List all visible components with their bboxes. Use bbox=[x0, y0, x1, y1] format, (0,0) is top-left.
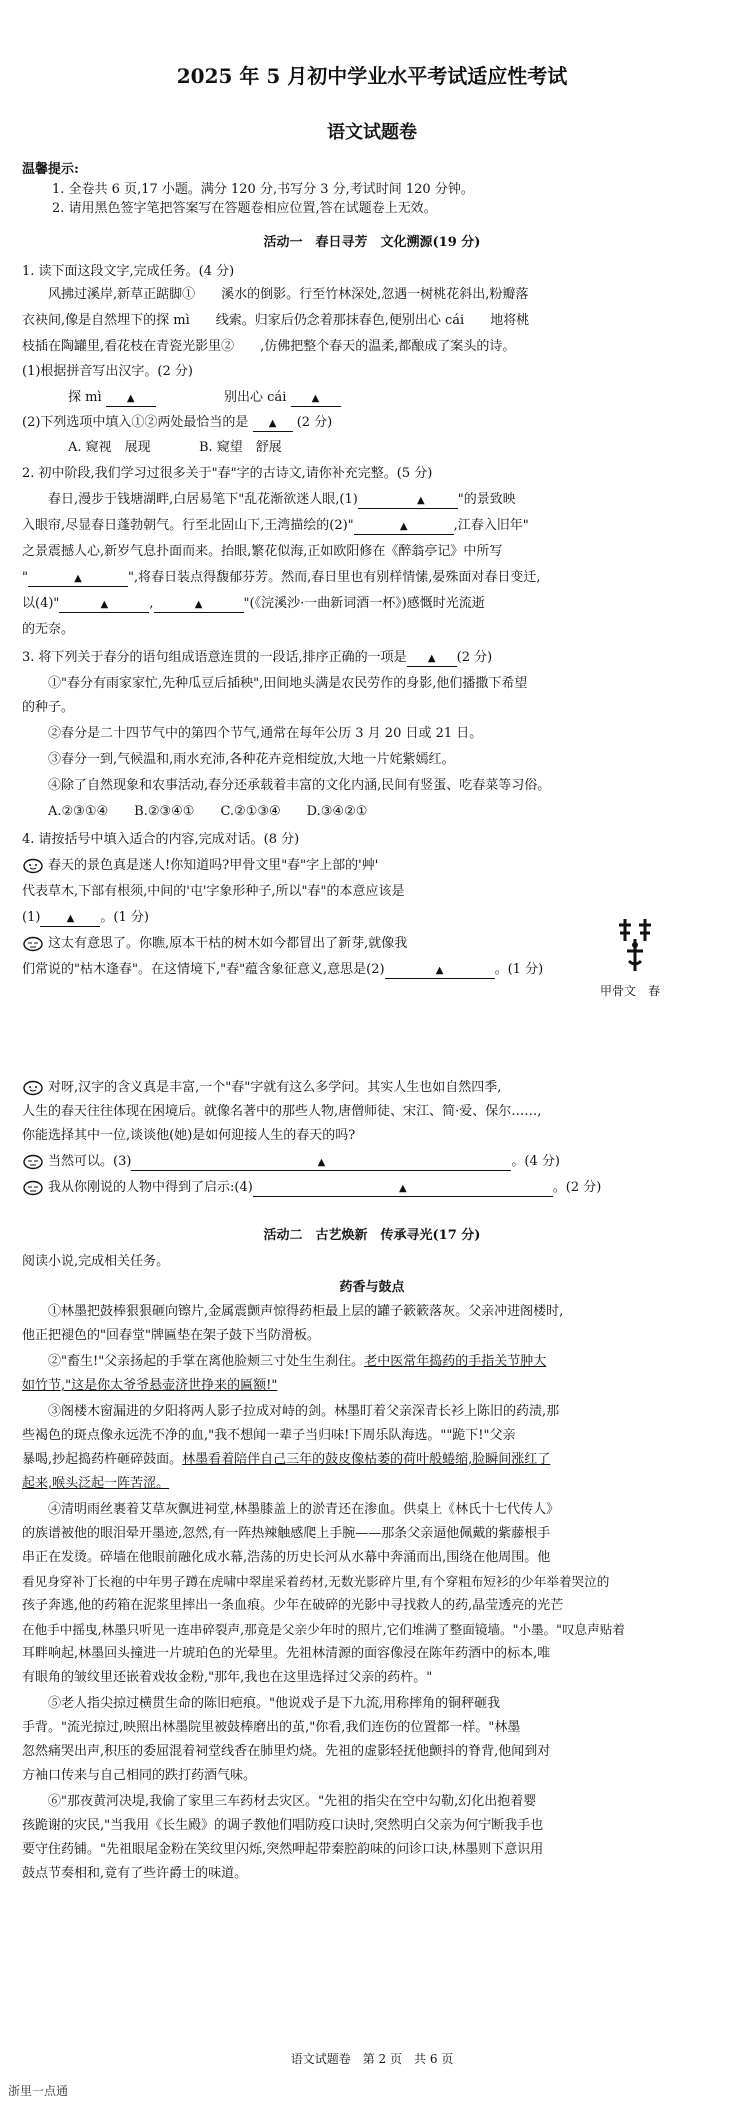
dialog-line-3b: 人生的春天往往体现在困境后。就像名著中的那些人物,唐僧师徒、宋江、简·爱、保尔……, bbox=[22, 1104, 542, 1119]
q1-options bbox=[68, 438, 568, 457]
q1-para-line2: 衣袂间,像是自然埋下的探 mì 线索。归家后仍念着那抹春色,便别出心 cái 地将桃 bbox=[22, 313, 530, 328]
story-p3-d: 起来,喉头泛起一阵苦涩。 bbox=[22, 1476, 170, 1491]
q3-options[interactable]: A.②③①④ B.②③④① C.②①③④ D.③④②① bbox=[48, 804, 368, 819]
notice-1: 1. 全卷共 6 页,17 小题。满分 120 分,书写分 3 分,考试时间 120 分钟。 bbox=[52, 182, 474, 197]
story-p5: ⑤老人指尖掠过横贯生命的陈旧疤痕。"他说戏子是下九流,用称摔角的铜秤砸我 bbox=[48, 1696, 501, 1711]
story-p4: ④清明雨丝裹着艾草灰飘进祠堂,林墨膝盖上的淤青还在渗血。供桌上《林氏十七代传人》 bbox=[48, 1502, 560, 1517]
q3-sentence-1: ①"春分有雨家家忙,先种瓜豆后插秧",田间地头满是农民劳作的身影,他们播撒下希望 bbox=[48, 676, 528, 691]
dialog-line-4: 当然可以。(3) ▲ 。(4 分) bbox=[22, 1152, 722, 1171]
q1-para-line1: 风拂过溪岸,新草正踮脚① 溪水的倒影。行至竹林深处,忽遇一树桃花斜出,粉瓣落 bbox=[48, 287, 529, 302]
dialog-line-2b: 们常说的"枯木逢春"。在这情境下,"春"蕴含象征意义,意思是(2) ▲ 。(1 分) bbox=[22, 962, 544, 977]
q1-stem: 1. 读下面这段文字,完成任务。(4 分) bbox=[22, 264, 235, 279]
q3-sentence-1-cont: 的种子。 bbox=[22, 700, 75, 715]
story-p4-h: 有眼角的皱纹里还嵌着戏妆金粉,"那年,我也在这里选择过父亲的药杵。" bbox=[22, 1670, 433, 1685]
story-p2-cont: 如竹节,"这是你太爷爷悬壶济世挣来的匾额!" bbox=[22, 1378, 278, 1393]
notice-label: 温馨提示: bbox=[22, 162, 79, 177]
answer-blank[interactable]: ▲ bbox=[354, 520, 454, 535]
underlined-sentence: 老中医常年捣药的手指关节肿大 bbox=[364, 1354, 547, 1369]
q1-sub1-blanks: 探 mì ▲ 别出心 cái ▲ bbox=[68, 388, 468, 407]
page-footer: 语文试题卷 第 2 页 共 6 页 bbox=[290, 2052, 454, 2066]
answer-blank[interactable]: ▲ bbox=[358, 494, 458, 509]
story-title: 药香与鼓点 bbox=[339, 1280, 405, 1295]
story-p6-b: 孩跪谢的灾民,"当我用《长生殿》的调子教他们唱防疫口诀时,突然明白父亲为何宁断我手也 bbox=[22, 1818, 544, 1833]
answer-blank[interactable]: ▲ bbox=[131, 1156, 511, 1171]
q2-stem: 2. 初中阶段,我们学习过很多关于"春"字的古诗文,请你补充完整。(5 分) bbox=[22, 466, 433, 481]
q2-line2: 入眼帘,尽显春日蓬勃朝气。行至北固山下,王湾描绘的(2)" ▲ ,江春入旧年" bbox=[22, 518, 529, 533]
story-p4-f: 在他手中摇曳,林墨只听见一连串碎裂声,那竟是父亲少年时的照片,它们堆满了整面镜墙。"小墨。"叹息声贴着 bbox=[22, 1622, 625, 1637]
story-p4-g: 耳畔响起,林墨回头撞进一片琥珀色的光晕里。先祖林清源的面容像浸在陈年药酒中的标本,唯 bbox=[22, 1646, 551, 1661]
story-p5-d: 方袖口传来与自己相同的跌打药酒气味。 bbox=[22, 1768, 257, 1783]
story-p4-b: 的族谱被他的眼泪晕开墨迹,忽然,有一阵热辣触感爬上手腕——那条父亲逼他佩戴的紫藤根手 bbox=[22, 1526, 551, 1541]
listener-face-icon bbox=[22, 1154, 44, 1170]
q4-stem: 4. 请按括号中填入适合的内容,完成对话。(8 分) bbox=[22, 832, 300, 847]
story-p1: ①林墨把鼓棒狠狠砸向镲片,金属震颤声惊得药柜最上层的罐子簌簌落灰。父亲冲进阁楼时, bbox=[48, 1304, 564, 1319]
story-p5-c: 忽然痛哭出声,积压的委屈混着祠堂线香在肺里灼烧。先祖的虚影轻抚他颤抖的脊背,他闻到对 bbox=[22, 1744, 551, 1759]
q3-stem: 3. 将下列关于春分的语句组成语意连贯的一段话,排序正确的一项是 ▲ (2 分) bbox=[22, 650, 493, 665]
dialog-line-3c: 你能选择其中一位,谈谈他(她)是如何迎接人生的春天的吗? bbox=[22, 1128, 356, 1143]
story-p3-b: 些褐色的斑点像永远洗不净的血,"我不想闻一辈子当归味!下周乐队海选。""跪下!"父亲 bbox=[22, 1428, 516, 1443]
answer-blank[interactable]: ▲ bbox=[59, 598, 149, 613]
dialog-line-5: 我从你刚说的人物中得到了启示:(4) ▲ 。(2 分) bbox=[22, 1178, 722, 1197]
q1-sub1: (1)根据拼音写出汉字。(2 分) bbox=[22, 364, 193, 379]
underlined-sentence: 林墨看着陪伴自己三年的鼓皮像枯萎的荷叶般蜷缩,脸瞬间涨红了 bbox=[182, 1452, 551, 1467]
story-p6-d: 鼓点节奏相和,竟有了些许爵士的味道。 bbox=[22, 1866, 248, 1881]
story-p3-c: 暴喝,抄起捣药杵砸碎鼓面。林墨看着陪伴自己三年的鼓皮像枯萎的荷叶般蜷缩,脸瞬间涨红了 bbox=[22, 1452, 551, 1467]
exam-title: 2025 年 5 月初中学业水平考试适应性考试 bbox=[176, 64, 568, 88]
dialog-line-1b: 代表草木,下部有根须,中间的'屯'字象形种子,所以"春"的本意应该是 bbox=[22, 884, 405, 899]
activity2-title: 活动二 古艺焕新 传承寻光(17 分) bbox=[263, 1228, 481, 1243]
story-p2: ②"畜生!"父亲扬起的手掌在离他脸颊三寸处生生刹住。老中医常年捣药的手指关节肿大 bbox=[48, 1354, 547, 1369]
story-p1-cont: 他正把褪色的"回春堂"牌匾垫在架子鼓下当防滑板。 bbox=[22, 1328, 320, 1343]
q1-para-line3: 枝插在陶罐里,看花枝在青瓷光影里② ,仿佛把整个春天的温柔,都酿成了案头的诗。 bbox=[22, 339, 516, 354]
story-p6-c: 要守住药铺。"先祖眼尾金粉在笑纹里闪烁,突然呷起带秦腔韵味的问诊口诀,林墨则下意识用 bbox=[22, 1842, 544, 1857]
story-p4-e: 孩子奔逃,他的药箱在泥浆里摔出一条血痕。少年在破碎的光影中寻找救人的药,晶莹透亮的光芒 bbox=[22, 1598, 564, 1613]
answer-blank[interactable]: ▲ bbox=[253, 417, 293, 432]
dialog-line-1: 春天的景色真是迷人!你知道吗?甲骨文里"春"字上部的'艸' bbox=[22, 856, 602, 875]
option-b[interactable]: B. 窥望 舒展 bbox=[198, 440, 282, 455]
answer-blank[interactable]: ▲ bbox=[407, 652, 457, 667]
notice-2: 2. 请用黑色签字笔把答案写在答题卷相应位置,答在试题卷上无效。 bbox=[52, 201, 437, 216]
listener-face-icon bbox=[22, 1180, 44, 1196]
q2-line5: 以(4)" ▲ , ▲ "(《浣溪沙·一曲新词酒一杯》)感慨时光流逝 bbox=[22, 596, 485, 611]
dialog-line-3: 对呀,汉字的含义真是丰富,一个"春"字就有这么多学问。其实人生也如自然四季, bbox=[22, 1078, 722, 1097]
q3-sentence-2: ②春分是二十四节气中的第四个节气,通常在每年公历 3 月 20 日或 21 日。 bbox=[48, 726, 483, 741]
story-p4-d: 看见身穿补丁长袍的中年男子蹲在虎啸中翠崖采着药材,无数光影碎片里,有个穿粗布短衫的少年举着哭泣的 bbox=[22, 1574, 610, 1589]
story-p4-c: 串正在发烫。碎墙在他眼前融化成水幕,浩荡的历史长河从水幕中奔涌而出,围绕在他周围。他 bbox=[22, 1550, 551, 1565]
answer-blank[interactable]: ▲ bbox=[106, 392, 156, 407]
answer-blank[interactable]: ▲ bbox=[154, 598, 244, 613]
answer-blank[interactable]: ▲ bbox=[40, 912, 100, 927]
dialog-line-1c: (1) ▲ 。(1 分) bbox=[22, 910, 149, 925]
paper-subtitle: 语文试题卷 bbox=[327, 122, 417, 143]
q2-line1: 春日,漫步于钱塘湖畔,白居易笔下"乱花渐欲迷人眼,(1) ▲ "的景致映 bbox=[48, 492, 516, 507]
listener-face-icon bbox=[22, 936, 44, 952]
q2-line4: " ▲ ",将春日装点得馥郁芬芳。然而,春日里也有别样情愫,晏殊面对春日变迁, bbox=[22, 570, 541, 585]
watermark: 浙里一点通 bbox=[8, 2084, 69, 2098]
q3-sentence-4: ④除了自然现象和农事活动,春分还承载着丰富的文化内涵,民间有竖蛋、吃春菜等习俗。 bbox=[48, 778, 551, 793]
story-p3: ③阁楼木窗漏进的夕阳将两人影子拉成对峙的剑。林墨盯着父亲深青长衫上陈旧的药渍,那 bbox=[48, 1404, 560, 1419]
activity2-intro: 阅读小说,完成相关任务。 bbox=[22, 1254, 170, 1269]
q2-line6: 的无奈。 bbox=[22, 622, 75, 637]
answer-blank[interactable]: ▲ bbox=[28, 572, 128, 587]
glyph-caption: 甲骨文 春 bbox=[600, 984, 661, 998]
speaker-face-icon bbox=[22, 1080, 44, 1096]
q3-sentence-3: ③春分一到,气候温和,雨水充沛,各种花卉竞相绽放,大地一片姹紫嫣红。 bbox=[48, 752, 455, 767]
dialog-line-2: 这太有意思了。你瞧,原本干枯的树木如今都冒出了新芽,就像我 bbox=[22, 934, 582, 953]
story-p5-b: 手背。"流光掠过,映照出林墨院里被鼓棒磨出的茧,"你看,我们连伤的位置都一样。"林墨 bbox=[22, 1720, 521, 1735]
answer-blank[interactable]: ▲ bbox=[385, 964, 495, 979]
option-a[interactable]: A. 窥视 展现 bbox=[68, 440, 151, 455]
activity1-title: 活动一 春日寻芳 文化溯源(19 分) bbox=[263, 235, 481, 250]
story-p6: ⑥"那夜黄河决堤,我偷了家里三车药材去灾区。"先祖的指尖在空中勾勒,幻化出抱着婴 bbox=[48, 1794, 537, 1809]
q1-sub2: (2)下列选项中填入①②两处最恰当的是 ▲ (2 分) bbox=[22, 415, 333, 430]
speaker-face-icon bbox=[22, 858, 44, 874]
answer-blank[interactable]: ▲ bbox=[291, 392, 341, 407]
answer-blank[interactable]: ▲ bbox=[253, 1182, 553, 1197]
q2-line3: 之景震撼人心,新岁气息扑面而来。抬眼,繁花似海,正如欧阳修在《醉翁亭记》中所写 bbox=[22, 544, 503, 559]
